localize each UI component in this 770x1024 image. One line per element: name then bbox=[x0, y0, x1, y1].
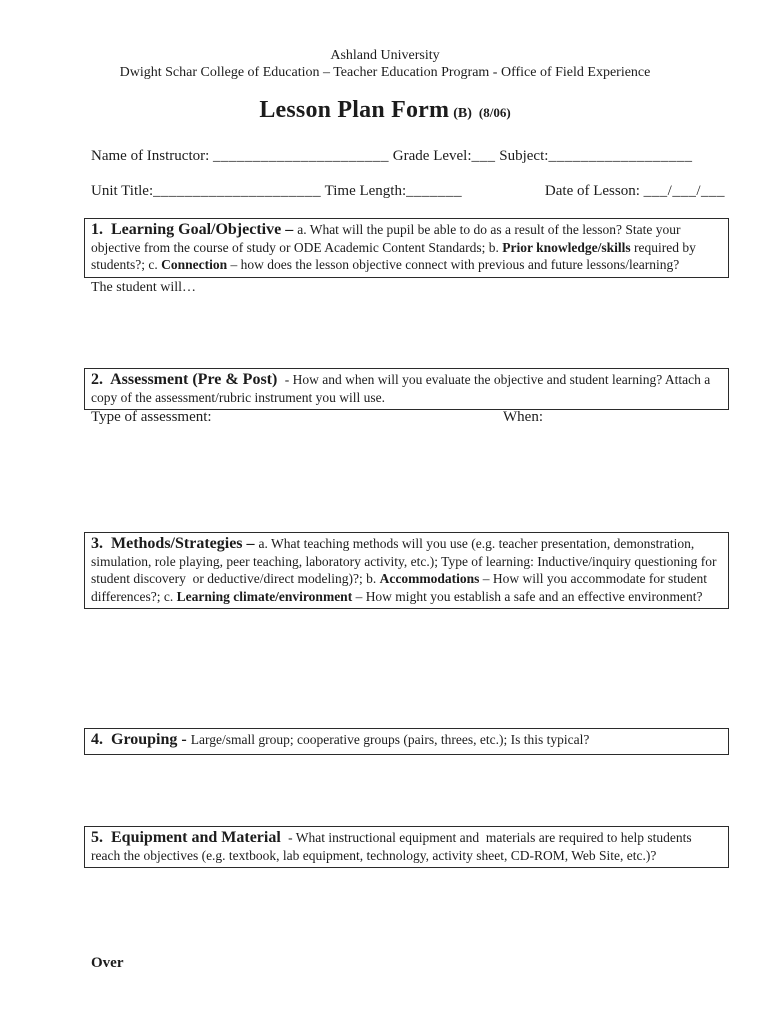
section-4-heading: 4. Grouping - bbox=[91, 731, 191, 748]
unit-title-blank-line[interactable]: _____________________ bbox=[153, 183, 322, 199]
university-name: Ashland University bbox=[330, 48, 440, 63]
unit-time-group bbox=[91, 183, 462, 200]
section-1-desc-a: a. What will the pupil be able to do as a result of the lesson? State your objective from the course of study or ODE Academic Content Standards; b. bbox=[91, 222, 684, 255]
section-3-methods-box bbox=[84, 532, 729, 609]
grade-level-label: Grade Level: bbox=[392, 148, 472, 164]
time-length-blank-line[interactable]: _______ bbox=[406, 183, 463, 199]
when-label[interactable]: When: bbox=[503, 409, 543, 425]
section-1-heading: 1. Learning Goal/Objective – bbox=[91, 221, 298, 238]
section-1-connection-term: Connection bbox=[161, 257, 228, 272]
date-of-lesson-label: Date of Lesson: bbox=[544, 183, 640, 199]
section-2-desc: - How and when will you evaluate the objective and student learning? Attach a copy of the assessment/rubric instrument you will use. bbox=[91, 372, 714, 405]
unit-title-label: Unit Title: bbox=[91, 183, 154, 199]
instructor-label: Name of Instructor: bbox=[91, 148, 210, 164]
section-3-desc-b: – How will you accommodate for student differences?; c. bbox=[91, 571, 711, 604]
section-3-desc-c: – How might you establish a safe and an effective environment? bbox=[352, 588, 703, 604]
date-blank-line[interactable]: ___/___/___ bbox=[643, 183, 725, 199]
time-length-label: Time Length: bbox=[324, 183, 407, 199]
form-variant: (B) bbox=[453, 106, 472, 121]
section-3-desc-a: a. What teaching methods will you use (e.g. teacher presentation, demonstration, simulation, role playing, peer teaching, laboratory activity, etc.); Type of learning: Inductive/inquiry questioning for student discovery or deductive/direct modeling)?; b. bbox=[91, 536, 720, 586]
type-of-assessment-label[interactable]: Type of assessment: bbox=[91, 409, 212, 425]
instructor-blank-line[interactable]: ______________________ bbox=[213, 148, 390, 164]
unit-fields-row bbox=[91, 183, 725, 200]
section-5-equipment-box bbox=[84, 826, 729, 868]
grade-level-blank-line[interactable]: ___ bbox=[471, 148, 496, 164]
section-2-heading: 2. Assessment (Pre & Post) bbox=[91, 371, 282, 388]
section-4-grouping-box bbox=[84, 728, 729, 755]
section-1-learning-goal-box bbox=[84, 218, 729, 278]
section-5-heading: 5. Equipment and Material bbox=[91, 829, 285, 846]
subject-blank-line[interactable]: __________________ bbox=[548, 148, 693, 164]
form-title-row bbox=[0, 97, 770, 124]
section-1-prior-knowledge-term: Prior knowledge/skills bbox=[502, 239, 631, 255]
section-4-desc: Large/small group; cooperative groups (pairs, threes, etc.); Is this typical? bbox=[190, 732, 590, 747]
form-title: Lesson Plan Form bbox=[259, 97, 450, 123]
section-2-assessment-box bbox=[84, 368, 729, 410]
subject-label: Subject: bbox=[499, 148, 549, 164]
section-1-desc-c: – how does the lesson objective connect with previous and future lessons/learning? bbox=[227, 257, 680, 272]
section-1-desc-b: required by students?; c. bbox=[91, 239, 700, 272]
date-group bbox=[545, 183, 725, 200]
section-3-learning-climate-term: Learning climate/environment bbox=[176, 588, 353, 604]
section-3-heading: 3. Methods/Strategies – bbox=[91, 535, 259, 552]
student-will-prompt[interactable]: The student will… bbox=[91, 280, 196, 295]
section-3-accommodations-term: Accommodations bbox=[379, 571, 480, 586]
form-revision: (8/06) bbox=[478, 105, 511, 120]
college-program-line: Dwight Schar College of Education – Teacher Education Program - Office of Field Experience bbox=[119, 65, 651, 80]
section-5-desc: - What instructional equipment and materials are required to help students reach the objectives (e.g. textbook, lab equipment, technology, activity sheet, CD-ROM, Web Site, etc.)? bbox=[91, 830, 696, 863]
over-note: Over bbox=[91, 955, 124, 971]
instructor-fields-row bbox=[91, 148, 692, 165]
